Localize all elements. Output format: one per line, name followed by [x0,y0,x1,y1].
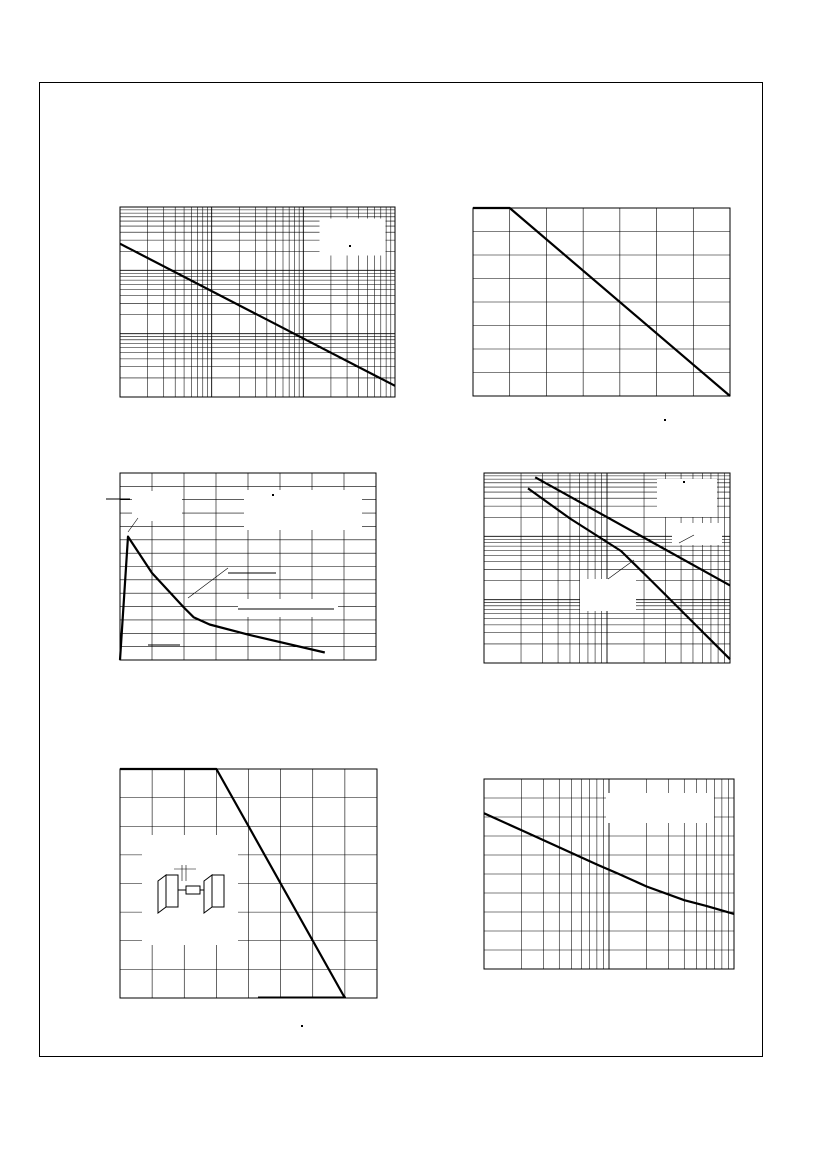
heatsink-plate-left-face [166,875,178,907]
heatsink-plate-right-face [212,875,224,907]
heatsink-plate-left [158,875,166,913]
mark-dot [272,494,274,496]
heatsink-plate-right [204,875,212,913]
chart-top-right [473,208,730,396]
mark-dot [683,481,685,483]
legend-box [606,793,714,823]
device-body [186,886,200,894]
legend-box [320,219,385,255]
mark-dot [664,419,666,421]
annotation-box [672,523,722,545]
chart-top-left [120,207,395,397]
annotation-box [580,579,636,611]
series-line-1 [120,537,325,660]
chart-mid-right [484,473,730,663]
chart-grid [473,208,730,396]
chart-bottom-left [120,769,377,998]
mark-dot [301,1025,303,1027]
annotation-box [238,599,338,617]
legend-box [244,490,362,530]
legend-box [132,491,182,521]
chart-bottom-right [484,779,734,969]
mark-dot [349,245,351,247]
series-lines [120,537,325,660]
chart-mid-left [120,473,376,660]
legend-box [657,479,717,517]
